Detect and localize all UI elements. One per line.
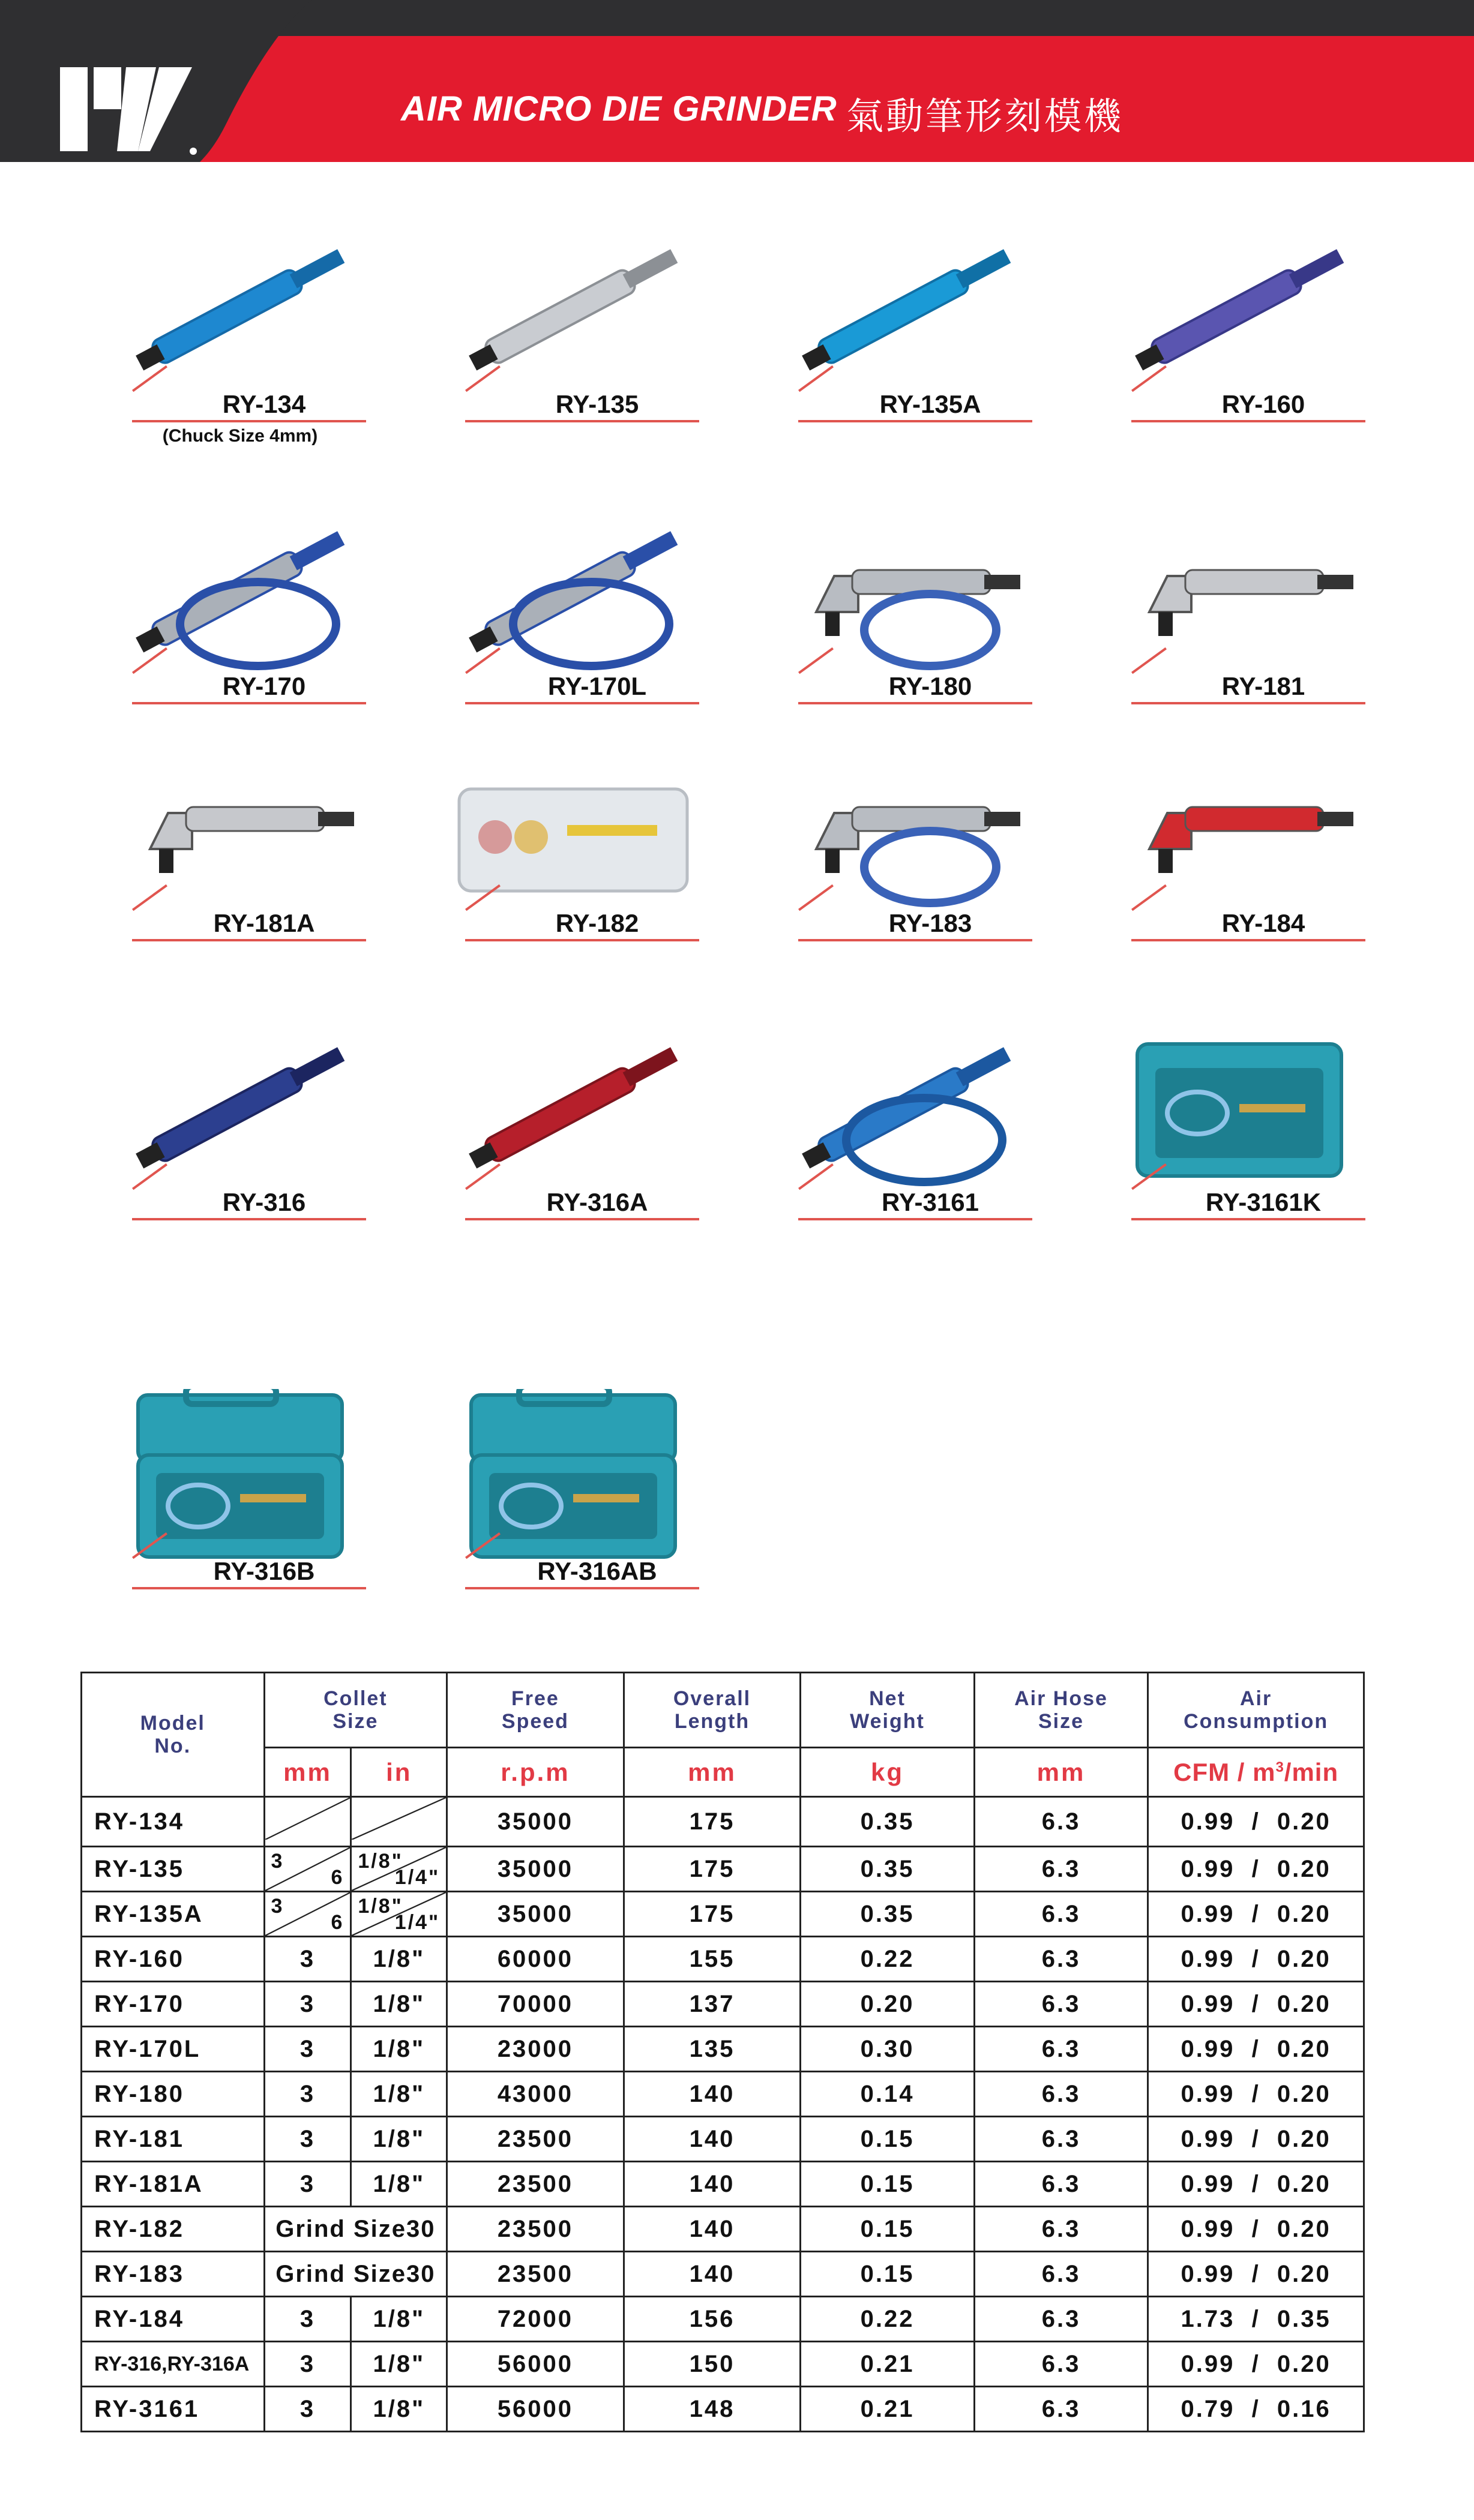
length-cell: 156 — [624, 2297, 801, 2342]
model-cell: RY-184 — [82, 2297, 265, 2342]
pen-grinder-navy-icon — [114, 1020, 366, 1194]
air-cell: 0.99 / 0.20 — [1148, 1847, 1364, 1892]
weight-cell: 0.22 — [801, 1937, 975, 1982]
collet-mm-cell: 3 — [264, 1937, 351, 1982]
product-label: RY-135 — [555, 390, 639, 418]
label-underline — [132, 1587, 366, 1589]
model-cell: RY-135A — [82, 1892, 265, 1937]
table-row — [82, 1847, 1364, 1892]
header-weight: Net Weight — [801, 1673, 975, 1748]
product-ry-160 — [1113, 222, 1365, 432]
pen-grinder-blue-lever-icon — [780, 222, 1032, 396]
table-row — [82, 2072, 1364, 2117]
table-row — [82, 2027, 1364, 2072]
collet-mm-cell: 3 — [264, 2162, 351, 2207]
model-cell: RY-134 — [82, 1797, 265, 1847]
hose-cell: 6.3 — [974, 1892, 1148, 1937]
table-row — [82, 1937, 1364, 1982]
product-label: RY-182 — [555, 909, 639, 937]
header-banner — [0, 0, 1474, 168]
air-cell: 0.99 / 0.20 — [1148, 1937, 1364, 1982]
product-label: RY-160 — [1221, 390, 1305, 418]
length-cell: 150 — [624, 2342, 801, 2387]
collet-mm-cell-bottom: 6 — [331, 1911, 344, 1934]
product-ry-316 — [114, 1020, 366, 1230]
label-underline — [465, 939, 699, 941]
grinder-kit-case-icon — [1113, 1020, 1365, 1194]
product-ry-170 — [114, 504, 366, 714]
speed-cell: 23000 — [447, 2027, 624, 2072]
collet-mm-cell: 3 — [264, 2072, 351, 2117]
table-row — [82, 2252, 1364, 2297]
table-row — [82, 2117, 1364, 2162]
model-cell: RY-182 — [82, 2207, 265, 2252]
weight-cell: 0.20 — [801, 1982, 975, 2027]
weight-cell: 0.22 — [801, 2297, 975, 2342]
hose-cell: 6.3 — [974, 1847, 1148, 1892]
pen-grinder-red-icon — [447, 1020, 699, 1194]
air-cell: 0.99 / 0.20 — [1148, 2342, 1364, 2387]
speed-cell: 23500 — [447, 2252, 624, 2297]
label-underline — [132, 1218, 366, 1220]
length-cell: 175 — [624, 1847, 801, 1892]
speed-cell: 43000 — [447, 2072, 624, 2117]
model-cell: RY-170L — [82, 2027, 265, 2072]
header-length: Overall Length — [624, 1673, 801, 1748]
hose-cell: 6.3 — [974, 1982, 1148, 2027]
collet-mm-cell-bottom: 6 — [331, 1866, 344, 1889]
air-cell: 0.99 / 0.20 — [1148, 2117, 1364, 2162]
air-cell: 0.99 / 0.20 — [1148, 2252, 1364, 2297]
length-cell: 140 — [624, 2207, 801, 2252]
product-label: RY-180 — [888, 672, 972, 700]
product-ry-181 — [1113, 504, 1365, 714]
product-ry-316b — [114, 1389, 366, 1599]
weight-cell: 0.21 — [801, 2342, 975, 2387]
rv-logo-icon — [60, 67, 198, 157]
collet-merged-cell: Grind Size30 — [264, 2207, 447, 2252]
collet-mm-cell-top: 3 — [271, 1850, 284, 1873]
table-row — [82, 2162, 1364, 2207]
length-cell: 175 — [624, 1892, 801, 1937]
product-label: RY-181 — [1221, 672, 1305, 700]
unit-weight: kg — [801, 1748, 975, 1797]
angle-grinder-red-icon — [1113, 741, 1365, 915]
speed-cell: 72000 — [447, 2297, 624, 2342]
product-label: RY-134 — [222, 390, 306, 418]
collet-mm-cell — [264, 1847, 351, 1892]
collet-in-cell: 1/8" — [351, 2342, 447, 2387]
label-underline — [798, 702, 1032, 704]
product-label: RY-316 — [222, 1188, 306, 1216]
product-label: RY-170L — [547, 672, 647, 700]
hose-cell: 6.3 — [974, 1797, 1148, 1847]
pen-grinder-coiled-hose-icon — [780, 1020, 1032, 1194]
header-air: Air Consumption — [1148, 1673, 1364, 1748]
product-ry-134 — [114, 222, 366, 446]
pen-grinder-hose-disc-icon — [447, 504, 699, 678]
speed-cell: 23500 — [447, 2207, 624, 2252]
weight-cell: 0.35 — [801, 1892, 975, 1937]
product-label: RY-183 — [888, 909, 972, 937]
label-underline — [465, 702, 699, 704]
air-cell: 0.99 / 0.20 — [1148, 2027, 1364, 2072]
hose-cell: 6.3 — [974, 2387, 1148, 2432]
pen-grinder-silver-icon — [447, 222, 699, 396]
hose-cell: 6.3 — [974, 1937, 1148, 1982]
product-ry-182 — [447, 741, 699, 951]
product-sublabel: (Chuck Size 4mm) — [162, 426, 318, 446]
collet-in-cell: 1/8" — [351, 2162, 447, 2207]
collet-in-cell: 1/8" — [351, 2072, 447, 2117]
length-cell: 140 — [624, 2072, 801, 2117]
label-underline — [465, 420, 699, 422]
hose-cell: 6.3 — [974, 2342, 1148, 2387]
product-label: RY-3161 — [882, 1188, 979, 1216]
product-ry-180 — [780, 504, 1032, 714]
length-cell: 135 — [624, 2027, 801, 2072]
speed-cell: 35000 — [447, 1892, 624, 1937]
table-row — [82, 2207, 1364, 2252]
model-cell: RY-316,RY-316A — [82, 2342, 265, 2387]
length-cell: 137 — [624, 1982, 801, 2027]
label-underline — [798, 939, 1032, 941]
collet-in-cell: 1/8" — [351, 1982, 447, 2027]
length-cell: 140 — [624, 2162, 801, 2207]
weight-cell: 0.21 — [801, 2387, 975, 2432]
collet-mm-cell — [264, 1797, 351, 1847]
product-label: RY-316A — [546, 1188, 648, 1216]
weight-cell: 0.14 — [801, 2072, 975, 2117]
hose-cell: 6.3 — [974, 2072, 1148, 2117]
hose-cell: 6.3 — [974, 2162, 1148, 2207]
model-cell: RY-3161 — [82, 2387, 265, 2432]
label-underline — [798, 1218, 1032, 1220]
collet-in-cell-bottom: 1/4" — [394, 1866, 441, 1889]
product-ry-3161k — [1113, 1020, 1365, 1230]
collet-mm-cell: 3 — [264, 1982, 351, 2027]
air-cell: 0.79 / 0.16 — [1148, 2387, 1364, 2432]
speed-cell: 35000 — [447, 1797, 624, 1847]
air-cell: 0.99 / 0.20 — [1148, 1982, 1364, 2027]
weight-cell: 0.15 — [801, 2162, 975, 2207]
product-label: RY-135A — [879, 390, 981, 418]
collet-in-cell: 1/8" — [351, 2387, 447, 2432]
pen-grinder-purple-icon — [1113, 222, 1365, 396]
product-label: RY-170 — [222, 672, 306, 700]
speed-cell: 56000 — [447, 2342, 624, 2387]
hose-cell: 6.3 — [974, 2027, 1148, 2072]
model-cell: RY-183 — [82, 2252, 265, 2297]
air-cell: 0.99 / 0.20 — [1148, 2207, 1364, 2252]
product-ry-316ab — [447, 1389, 699, 1599]
model-cell: RY-160 — [82, 1937, 265, 1982]
product-ry-316a — [447, 1020, 699, 1230]
table-row — [82, 1892, 1364, 1937]
model-cell: RY-135 — [82, 1847, 265, 1892]
collet-in-cell — [351, 1847, 447, 1892]
unit-mm: mm — [264, 1748, 351, 1797]
air-cell: 0.99 / 0.20 — [1148, 2162, 1364, 2207]
product-ry-184 — [1113, 741, 1365, 951]
collet-mm-cell: 3 — [264, 2297, 351, 2342]
page-title-chinese: 氣動筆形刻模機 — [846, 94, 1124, 138]
label-underline — [1131, 420, 1365, 422]
grinder-kit-case-open-icon — [447, 1389, 699, 1563]
grinder-kit-case-open-icon — [114, 1389, 366, 1563]
product-ry-183 — [780, 741, 1032, 951]
unit-rpm: r.p.m — [447, 1748, 624, 1797]
hose-cell: 6.3 — [974, 2252, 1148, 2297]
hose-cell: 6.3 — [974, 2117, 1148, 2162]
table-row — [82, 1982, 1364, 2027]
product-label: RY-316AB — [537, 1557, 657, 1585]
pen-grinder-blue-icon — [114, 222, 366, 396]
collet-merged-cell: Grind Size30 — [264, 2252, 447, 2297]
label-underline — [465, 1218, 699, 1220]
label-underline — [1131, 702, 1365, 704]
collet-mm-cell: 3 — [264, 2342, 351, 2387]
collet-mm-cell: 3 — [264, 2387, 351, 2432]
collet-in-cell: 1/8" — [351, 2117, 447, 2162]
unit-hose: mm — [974, 1748, 1148, 1797]
table-row — [82, 2342, 1364, 2387]
collet-in-cell-bottom: 1/4" — [394, 1911, 441, 1934]
collet-in-cell-top: 1/8" — [358, 1850, 403, 1873]
product-label: RY-316B — [213, 1557, 315, 1585]
header-hose: Air Hose Size — [974, 1673, 1148, 1748]
model-cell: RY-181A — [82, 2162, 265, 2207]
air-cell: 1.73 / 0.35 — [1148, 2297, 1364, 2342]
length-cell: 155 — [624, 1937, 801, 1982]
header-speed: Free Speed — [447, 1673, 624, 1748]
collet-in-cell: 1/8" — [351, 2297, 447, 2342]
weight-cell: 0.15 — [801, 2207, 975, 2252]
unit-in: in — [351, 1748, 447, 1797]
speed-cell: 56000 — [447, 2387, 624, 2432]
product-ry-170l — [447, 504, 699, 714]
speed-cell: 23500 — [447, 2117, 624, 2162]
collet-in-cell — [351, 1892, 447, 1937]
hose-cell: 6.3 — [974, 2297, 1148, 2342]
speed-cell: 23500 — [447, 2162, 624, 2207]
header-model: Model No. — [82, 1673, 265, 1797]
collet-in-cell: 1/8" — [351, 2027, 447, 2072]
product-label: RY-181A — [213, 909, 315, 937]
pen-grinder-hose-icon — [114, 504, 366, 678]
label-underline — [1131, 939, 1365, 941]
label-underline — [132, 420, 366, 422]
model-cell: RY-180 — [82, 2072, 265, 2117]
product-label: RY-3161K — [1205, 1188, 1322, 1216]
weight-cell: 0.30 — [801, 2027, 975, 2072]
product-label: RY-184 — [1221, 909, 1305, 937]
collet-mm-cell: 3 — [264, 2117, 351, 2162]
collet-mm-cell: 3 — [264, 2027, 351, 2072]
collet-in-cell-top: 1/8" — [358, 1895, 403, 1918]
speed-cell: 70000 — [447, 1982, 624, 2027]
product-ry-135a — [780, 222, 1032, 432]
collet-in-cell — [351, 1797, 447, 1847]
model-cell: RY-181 — [82, 2117, 265, 2162]
product-ry-181a — [114, 741, 366, 951]
length-cell: 175 — [624, 1797, 801, 1847]
weight-cell: 0.35 — [801, 1847, 975, 1892]
air-cell: 0.99 / 0.20 — [1148, 1797, 1364, 1847]
product-ry-3161 — [780, 1020, 1032, 1230]
angle-disc-grinder-hose-icon — [780, 741, 1032, 915]
angle-grinder-hose-icon — [780, 504, 1032, 678]
table-row — [82, 1797, 1364, 1847]
angle-head-grinder-icon — [114, 741, 366, 915]
length-cell: 140 — [624, 2117, 801, 2162]
label-underline — [132, 702, 366, 704]
table-row — [82, 2387, 1364, 2432]
page-title: AIR MICRO DIE GRINDER — [401, 89, 837, 128]
unit-length: mm — [624, 1748, 801, 1797]
label-underline — [465, 1587, 699, 1589]
air-cell: 0.99 / 0.20 — [1148, 2072, 1364, 2117]
weight-cell: 0.15 — [801, 2252, 975, 2297]
grinder-kit-box-icon — [447, 741, 699, 915]
speed-cell: 35000 — [447, 1847, 624, 1892]
length-cell: 140 — [624, 2252, 801, 2297]
collet-mm-cell — [264, 1892, 351, 1937]
weight-cell: 0.35 — [801, 1797, 975, 1847]
spec-table — [80, 1672, 1365, 2432]
unit-air: CFM / $m^3/\min$ — [1148, 1748, 1364, 1797]
collet-mm-cell-top: 3 — [271, 1895, 284, 1918]
label-underline — [798, 420, 1032, 422]
air-cell: 0.99 / 0.20 — [1148, 1892, 1364, 1937]
table-row — [82, 2297, 1364, 2342]
label-underline — [1131, 1218, 1365, 1220]
model-cell: RY-170 — [82, 1982, 265, 2027]
label-underline — [132, 939, 366, 941]
speed-cell: 60000 — [447, 1937, 624, 1982]
angle-head-grinder-icon — [1113, 504, 1365, 678]
weight-cell: 0.15 — [801, 2117, 975, 2162]
collet-in-cell: 1/8" — [351, 1937, 447, 1982]
length-cell: 148 — [624, 2387, 801, 2432]
product-ry-135 — [447, 222, 699, 432]
header-collet: Collet Size — [264, 1673, 447, 1748]
hose-cell: 6.3 — [974, 2207, 1148, 2252]
